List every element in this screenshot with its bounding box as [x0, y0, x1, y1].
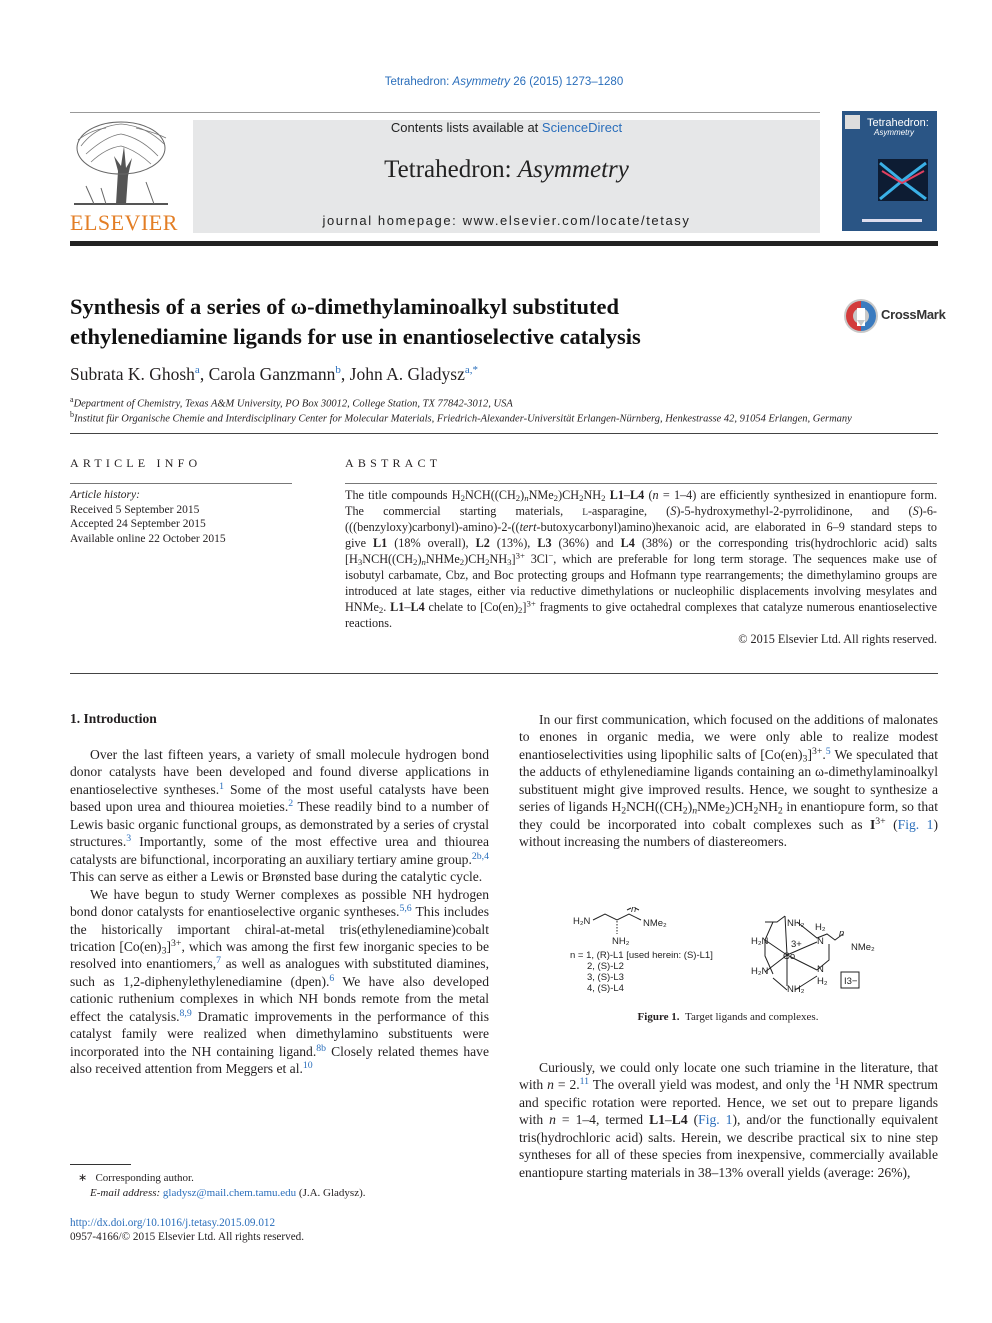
section-heading: 1. Introduction: [70, 711, 157, 726]
contents-line: Contents lists available at ScienceDirect: [390, 120, 623, 135]
figure-1-structures: [565, 900, 895, 1000]
doi-link[interactable]: http://dx.doi.org/10.1016/j.tetasy.2015.09.012: [70, 1217, 276, 1229]
svg-text:NH₂: NH₂: [612, 936, 630, 947]
svg-text:NMe₂: NMe₂: [643, 918, 667, 929]
ligand-entry-3: 3, (S)-L3: [587, 972, 624, 983]
svg-text:H₂N: H₂N: [573, 916, 591, 927]
corresponding-author-note: ∗ Corresponding author.: [78, 1172, 194, 1184]
abstract-bottom-rule: [70, 673, 938, 674]
article-history: Article history: Received 5 September 2015 Accepted 24 September 2015 Available online 22 October 2015: [70, 489, 226, 545]
abstract-heading: ABSTRACT: [345, 456, 442, 470]
article-title: Synthesis of a series of ω-dimethylaminoalkyl substituted ethylenediamine ligands for use in enantioselective catalysis: [70, 294, 641, 349]
svg-text:3+: 3+: [791, 939, 802, 950]
intro-right-column-bottom: Curiously, we could only locate one such triamine in the literature, that with n = 2.11 The overall yield was modest, and only the $^1$H NMR spectrum and specific rotation were reported. Hence, we set out to prepare ligands with n = 1–4, termed L1–L4 (Fig. 1), and/or the functionally equivalent tris(hydrochloric acid) salts. Herein, we describe practical six to nine step syntheses for all of these species from inexpensive, commercially available enantiopure starting materials in 38–13% overall yields (average: 26%),: [519, 1060, 938, 1180]
counterion-label: I3−: [844, 976, 858, 987]
svg-text:Co: Co: [783, 951, 796, 962]
figure-1-caption: Figure 1. Target ligands and complexes.: [637, 1011, 819, 1023]
crossmark-label[interactable]: CrossMark: [881, 307, 946, 322]
header-divider: [70, 112, 820, 113]
author-name: John A. Gladysz: [349, 364, 465, 384]
svg-text:H₂N: H₂N: [751, 966, 769, 977]
journal-reference[interactable]: Tetrahedron: Asymmetry 26 (2015) 1273–1280: [384, 76, 624, 88]
ligand-entry-1: n = 1, (R)-L1 [used herein: (S)-L1]: [570, 950, 713, 961]
svg-text:n: n: [631, 904, 637, 915]
intro-right-column-top: In our first communication, which focused on the additions of malonates to enones in organic media, we were only able to realize modest enantioselectivities using lipophilic salts of $[Co(en)_3]^{3+}.^5$ We speculated that the adducts of ethylenediamine ligands containing an ω-dimethylaminoalkyl substituent might give improved results. Hence, we sought to synthesize a series of ligands $H_2NCH((CH_2)_nNMe_2)CH_2NH_2$ in enantiopure form, so that they could be incorporated into cobalt complexes such as $I^{3+}$ (Fig. 1) without increasing the numbers of diastereomers.: [519, 712, 938, 850]
ligand-entry-4: 4, (S)-L4: [587, 983, 624, 994]
issn-line: 0957-4166/© 2015 Elsevier Ltd. All rights reserved.: [70, 1231, 305, 1243]
affiliation-b: $^b$Institut für Organische Chemie and Interdisciplinary Center for Molecular Materials, Friedrich-Alexander-Universität Erlangen-Nürnberg, Henkestrasse 42, 91054 Erlangen, Germany: [70, 410, 852, 425]
cover-artwork: [842, 111, 937, 231]
article-info-rule: [70, 483, 292, 484]
author-name: Carola Ganzmann: [208, 364, 336, 384]
svg-text:H₂: H₂: [815, 922, 826, 933]
affiliation-a: $^a$Department of Chemistry, Texas A&M University, PO Box 30012, College Station, TX 77842-3012, USA: [70, 395, 513, 410]
crossmark-icon[interactable]: [843, 298, 879, 334]
abstract-text: The title compounds $H_2NCH((CH_2)_nNMe_2)CH_2NH_2$ L1–L4 (n = 1–4) are efficiently synthesized in enantiopure form. The commercial starting materials, l-asparagine, (S)-5-hydroxymethyl-2-pyrrolidinone, and (S)-6-(((benzyloxy)carbonyl)-amino)-2-((tert-butoxycarbonyl)amino)hexanoic acid, are elaborated in 6–9 standard steps to give L1 (18% overall), L2 (13%), L3 (36%) and L4 (38%) or the corresponding tris(hydrochloric acid) salts $[H_3NCH((CH_2)_nNHMe_2)CH_2NH_3]^{3+}$ 3Cl−, which are preferable for long term storage. The sequences make use of isobutyl carbamate, Cbz, and Boc protecting groups and Hofmann type rearrangements; the dimethylamino groups are introduced at late stages, either via reductive dimethylations or nucleophilic displacements involving mesylates and HNMe$_2$. L1–L4 chelate to $[Co(en)_2]^{3+}$ fragments to give octahedral complexes that catalyze numerous enantioselective reactions. © 2015 Elsevier Ltd. All rights reserved.: [345, 488, 938, 646]
ligand-entry-2: 2, (S)-L2: [587, 961, 624, 972]
footnote-rule: [70, 1164, 131, 1165]
abstract-rule: [345, 483, 937, 484]
intro-left-column: Over the last fifteen years, a variety of small molecule hydrogen bond donor catalysts have been developed and found diverse applications in enantioselective syntheses.$^1$ Some of the most useful catalysts have been based upon urea and thiourea moieties.$^2$ These readily bind to a number of Lewis basic organic functional groups, as demonstrated by a series of crystal structures.$^3$ Importantly, some of the most effective urea and thiourea catalysts are bifunctional, incorporating an auxiliary tertiary amine group.$^{2b,4}$ This can serve as either a Lewis or Brønsted base during the catalytic cycle. We have begun to study Werner complexes as possible NH hydrogen bond donor catalysts for enantioselective organic syntheses.$^{5,6}$ This includes the historically important chiral-at-metal tris(ethylenediamine)cobalt trication $[Co(en)_3]^{3+}$, which was among the first few inorganic species to be resolved into enantiomers,$^7$ as well as analogues with substituted diamines, such as 1,2-diphenylethylenediamine (dpen).$^6$ We have also developed cationic ruthenium complexes in which NH bonds remote from the metal effect the catalysis.$^{8,9}$ Dramatic improvements in the performance of this catalyst family were realized when dimethylamino substituents were incorporated into the NH containing ligand.$^{8b}$ Closely related themes have also received attention from Meggers et al.$^{10}$: [70, 747, 490, 1077]
sciencedirect-link[interactable]: ScienceDirect: [541, 120, 623, 135]
svg-text:NH₂: NH₂: [787, 918, 805, 929]
affiliation-rule: [70, 433, 938, 434]
svg-text:N: N: [817, 964, 824, 975]
article-info-heading: ARTICLE INFO: [70, 456, 202, 470]
journal-homepage[interactable]: journal homepage: www.elsevier.com/locate/tetasy: [322, 213, 691, 228]
svg-text:n: n: [839, 928, 845, 939]
abstract-copyright: © 2015 Elsevier Ltd. All rights reserved.: [738, 632, 937, 646]
svg-text:H₂N: H₂N: [751, 936, 769, 947]
svg-text:NH₂: NH₂: [787, 984, 805, 995]
author-name: Subrata K. Ghosh: [70, 364, 195, 384]
email-note: E-mail address: gladysz@mail.chem.tamu.edu (J.A. Gladysz).: [90, 1187, 366, 1199]
author-list: Subrata K. Ghosh$^a$, Carola Ganzmann$^b$, John A. Gladysz$^{a,*}$: [70, 364, 478, 384]
header-thick-rule: [70, 241, 938, 246]
journal-title: Tetrahedron: Asymmetry: [384, 156, 629, 183]
journal-cover: Tetrahedron: Asymmetry: [842, 111, 937, 231]
email-link[interactable]: gladysz@mail.chem.tamu.edu: [162, 1187, 297, 1199]
svg-text:NMe₂: NMe₂: [851, 942, 875, 953]
svg-text:H₂: H₂: [817, 976, 828, 987]
elsevier-wordmark: ELSEVIER: [70, 210, 178, 235]
svg-text:N: N: [817, 936, 824, 947]
